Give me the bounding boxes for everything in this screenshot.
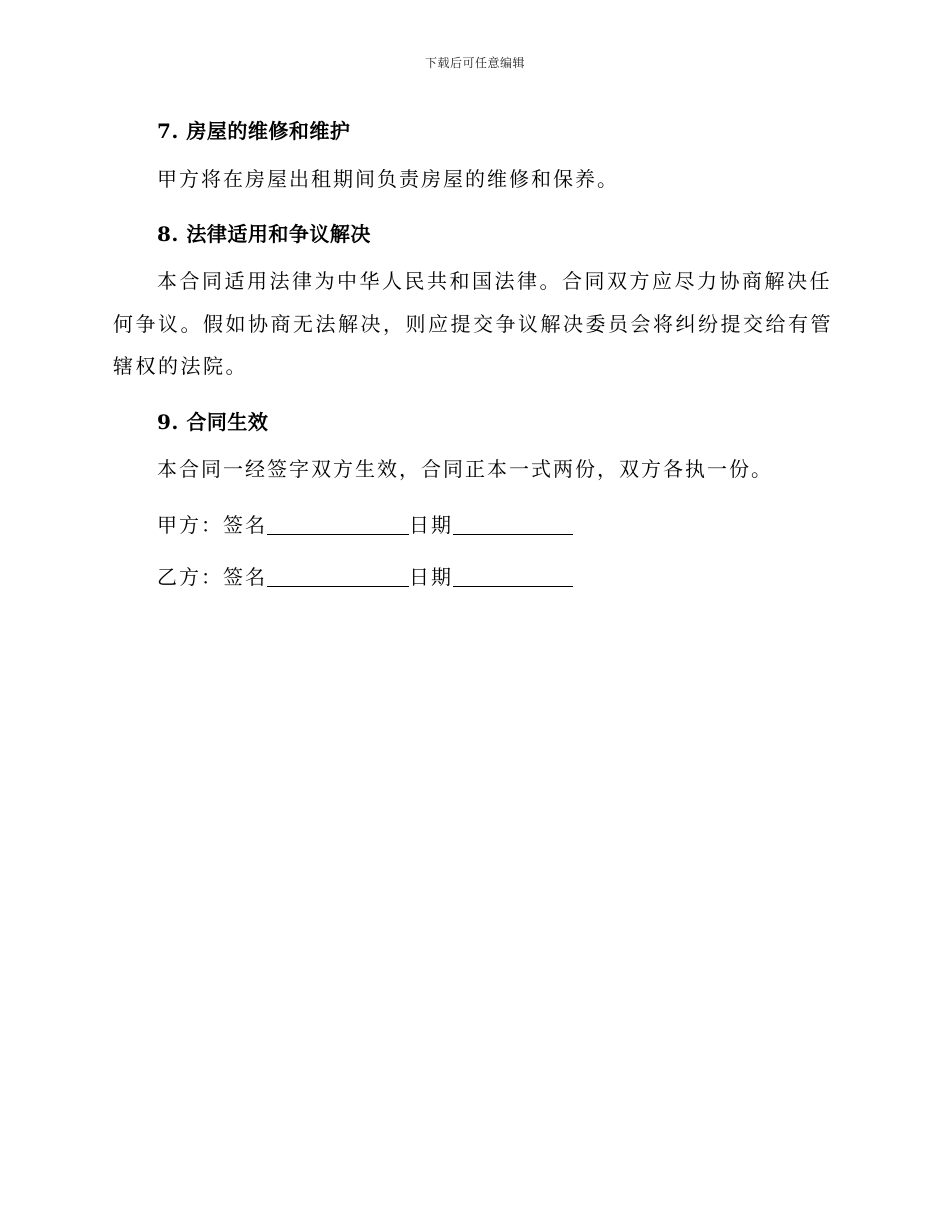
party-label: 乙方： xyxy=(157,565,223,589)
section-body-law: 本合同适用法律为中华人民共和国法律。合同双方应尽力协商解决任何争议。假如协商无法解决，则应提交争议解决委员会将纠纷提交给有管辖权的法院。 xyxy=(113,269,833,378)
section-body-maintenance: 甲方将在房屋出租期间负责房屋的维修和保养。 xyxy=(157,167,619,191)
party-label: 甲方： xyxy=(157,513,223,537)
section-heading-effect: 9. 合同生效 xyxy=(157,410,269,434)
signature-line-party-b xyxy=(157,561,573,590)
signature-line-party-a xyxy=(157,509,573,538)
date-blank xyxy=(453,566,573,587)
section-heading-maintenance: 7. 房屋的维修和维护 xyxy=(157,119,351,143)
section-body-effect: 本合同一经签字双方生效，合同正本一式两份，双方各执一份。 xyxy=(157,457,773,481)
date-blank xyxy=(453,514,573,535)
sign-label: 签名 xyxy=(223,513,267,537)
date-label: 日期 xyxy=(409,513,453,537)
sign-label: 签名 xyxy=(223,565,267,589)
page-header: 下载后可任意编辑 xyxy=(424,56,525,70)
signature-blank xyxy=(267,514,409,535)
date-label: 日期 xyxy=(409,565,453,589)
signature-blank xyxy=(267,566,409,587)
section-heading-law: 8. 法律适用和争议解决 xyxy=(157,222,371,246)
